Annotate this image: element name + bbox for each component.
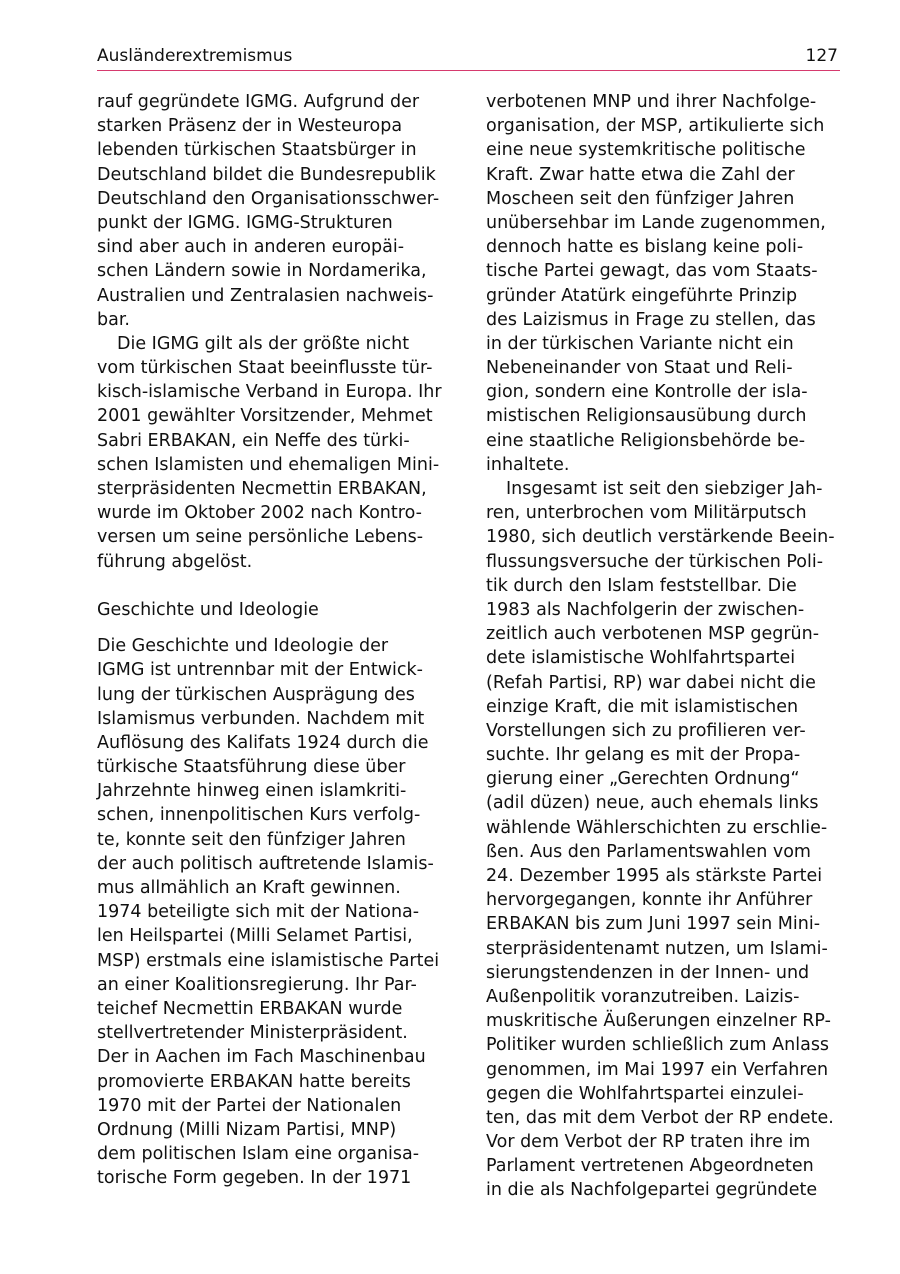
text-line: Der in Aachen im Fach Maschinenbau xyxy=(97,1047,426,1068)
text-line: promovierte ERBAKAN hatte bereits xyxy=(97,1071,411,1092)
text-line: Deutschland den Organisationsschwer- xyxy=(97,188,440,209)
paragraph xyxy=(486,90,842,477)
text-line: stellvertretender Ministerpräsident. xyxy=(97,1023,408,1044)
paragraph xyxy=(486,477,842,1203)
text-line: Moscheen seit den fünfziger Jahren xyxy=(486,188,795,209)
text-line: wurde im Oktober 2002 nach Kontro- xyxy=(97,503,422,524)
text-line: hervorgegangen, konnte ihr Anführer xyxy=(486,890,813,911)
text-line: eine staatliche Religionsbehörde be- xyxy=(486,430,806,451)
text-line: 1980, sich deutlich verstärkende Beein- xyxy=(486,527,835,548)
text-line: türkische Staatsführung diese über xyxy=(97,757,406,778)
section-gap xyxy=(97,622,453,634)
paragraph xyxy=(97,332,453,574)
section-gap xyxy=(97,574,453,598)
text-line: sterpräsidenten Necmettin ERBAKAN, xyxy=(97,479,427,499)
text-line: Die Geschichte und Ideologie der xyxy=(97,636,389,657)
section-heading: Geschichte und Ideologie xyxy=(97,599,319,620)
text-line: sierungstendenzen in der Innen- und xyxy=(486,962,810,983)
text-line: Islamismus verbunden. Nachdem mit xyxy=(97,708,425,729)
text-line: organisation, der MSP, artikulierte sich xyxy=(486,116,825,137)
text-line: dete islamistische Wohlfahrtspartei xyxy=(486,648,796,669)
running-title: Ausländerextremismus xyxy=(97,46,293,66)
text-line: ERBAKAN bis zum Juni 1997 sein Mini- xyxy=(486,914,821,935)
text-line: 1983 als Nachfolgerin der zwischen- xyxy=(486,599,805,620)
text-line: Außenpolitik voranzutreiben. Laizis- xyxy=(486,986,800,1007)
text-line: sind aber auch in anderen europäi- xyxy=(97,237,405,258)
text-line: 1970 mit der Partei der Nationalen xyxy=(97,1095,402,1116)
text-line: Parlament vertretenen Abgeordneten xyxy=(486,1156,814,1177)
text-line: gegen die Wohlfahrtspartei einzulei- xyxy=(486,1083,804,1104)
text-line: Politiker wurden schließlich zum Anlass xyxy=(486,1035,830,1056)
text-line: einzige Kraft, die mit islamistischen xyxy=(486,696,799,717)
text-line: tische Partei gewagt, das vom Staats- xyxy=(486,261,818,282)
text-line: versen um seine persönliche Lebens- xyxy=(97,527,424,548)
text-line: lung der türkischen Ausprägung des xyxy=(97,684,415,705)
text-line: torische Form gegeben. In der 1971 xyxy=(97,1168,412,1189)
left-column xyxy=(97,90,453,1190)
text-line: dennoch hatte es bislang keine poli- xyxy=(486,237,804,258)
text-line: in die als Nachfolgepartei gegründete xyxy=(486,1180,818,1201)
text-line: gion, sondern eine Kontrolle der isla- xyxy=(486,382,808,403)
page-number: 127 xyxy=(805,46,838,66)
text-line: Ordnung (Milli Nizam Partisi, MNP) xyxy=(97,1119,397,1140)
text-line: schen, innenpolitischen Kurs verfolg- xyxy=(97,805,421,826)
text-line: in der türkischen Variante nicht ein xyxy=(486,333,794,354)
text-line: punkt der IGMG. IGMG-Strukturen xyxy=(97,212,393,233)
text-line: Jahrzehnte hinweg einen islamkriti- xyxy=(97,781,407,802)
text-line: tik durch den Islam feststellbar. Die xyxy=(486,575,797,596)
text-line: (Refah Partisi, RP) war dabei nicht die xyxy=(486,672,816,693)
text-line: Auflösung des Kalifats 1924 durch die xyxy=(97,732,429,753)
text-line: dem politischen Islam eine organisa- xyxy=(97,1144,420,1165)
text-line: (adil düzen) neue, auch ehemals links xyxy=(486,793,819,814)
text-line: Insgesamt ist seit den siebziger Jah- xyxy=(506,479,823,499)
text-line: mistischen Religionsausübung durch xyxy=(486,406,807,427)
text-line: zeitlich auch verbotenen MSP gegrün- xyxy=(486,624,820,645)
text-line: ren, unterbrochen vom Militärputsch xyxy=(486,503,807,524)
text-line: len Heilspartei (Milli Selamet Partisi, xyxy=(97,926,413,947)
text-line: wählende Wählerschichten zu erschlie- xyxy=(486,817,828,838)
text-line: vom türkischen Staat beeinflusste tür- xyxy=(97,358,433,379)
text-line: der auch politisch auftretende Islamis- xyxy=(97,853,434,874)
paragraph xyxy=(97,634,453,1190)
text-line: schen Islamisten und ehemaligen Mini- xyxy=(97,454,440,475)
text-line: te, konnte seit den fünfziger Jahren xyxy=(97,829,406,850)
text-line: 1974 beteiligte sich mit der Nationa- xyxy=(97,902,420,923)
text-line: teichef Necmettin ERBAKAN wurde xyxy=(97,998,403,1019)
text-line: 24. Dezember 1995 als stärkste Partei xyxy=(486,866,823,886)
text-line: verbotenen MNP und ihrer Nachfolge- xyxy=(486,92,817,112)
right-column xyxy=(486,90,842,1203)
text-line: Kraft. Zwar hatte etwa die Zahl der xyxy=(486,164,795,185)
text-line: gründer Atatürk eingeführte Prinzip xyxy=(486,285,798,306)
text-line: suchte. Ihr gelang es mit der Propa- xyxy=(486,745,801,766)
text-line: muskritische Äußerungen einzelner RP- xyxy=(486,1011,831,1032)
text-line: 2001 gewählter Vorsitzender, Mehmet xyxy=(97,406,433,427)
text-line: kisch-islamische Verband in Europa. Ihr xyxy=(97,382,442,403)
text-line: Vor dem Verbot der RP traten ihre im xyxy=(486,1132,811,1153)
text-line: Vorstellungen sich zu profilieren ver- xyxy=(486,720,806,741)
text-line: bar. xyxy=(97,309,130,330)
text-line: des Laizismus in Frage zu stellen, das xyxy=(486,309,816,330)
text-line: eine neue systemkritische politische xyxy=(486,140,806,161)
text-line: inhaltete. xyxy=(486,454,570,475)
text-line: genommen, im Mai 1997 ein Verfahren xyxy=(486,1059,829,1080)
text-line: Australien und Zentralasien nachweis- xyxy=(97,285,434,306)
text-line: Die IGMG gilt als der größte nicht xyxy=(117,333,410,354)
text-line: ßen. Aus den Parlamentswahlen vom xyxy=(486,841,811,862)
text-line: IGMG ist untrennbar mit der Entwick- xyxy=(97,660,423,681)
text-line: Deutschland bildet die Bundesrepublik xyxy=(97,164,436,185)
text-line: Sabri ERBAKAN, ein Neffe des türki- xyxy=(97,430,410,451)
text-line: an einer Koalitionsregierung. Ihr Par- xyxy=(97,974,417,995)
text-line: MSP) erstmals eine islamistische Partei xyxy=(97,950,440,971)
text-line: sterpräsidentenamt nutzen, um Islami- xyxy=(486,938,828,959)
text-line: unübersehbar im Lande zugenommen, xyxy=(486,212,826,233)
text-line: führung abgelöst. xyxy=(97,551,253,572)
text-line: starken Präsenz der in Westeuropa xyxy=(97,116,403,137)
text-line: lebenden türkischen Staatsbürger in xyxy=(97,140,417,161)
text-line: ten, das mit dem Verbot der RP endete. xyxy=(486,1107,834,1128)
text-line: flussungsversuche der türkischen Poli- xyxy=(486,551,824,572)
page-header xyxy=(97,44,840,71)
paragraph xyxy=(97,90,453,332)
text-line: Nebeneinander von Staat und Reli- xyxy=(486,358,793,379)
text-line: gierung einer „Gerechten Ordnung“ xyxy=(486,769,800,790)
text-line: schen Ländern sowie in Nordamerika, xyxy=(97,261,427,282)
text-line: rauf gegründete IGMG. Aufgrund der xyxy=(97,92,420,112)
text-line: mus allmählich an Kraft gewinnen. xyxy=(97,878,401,898)
